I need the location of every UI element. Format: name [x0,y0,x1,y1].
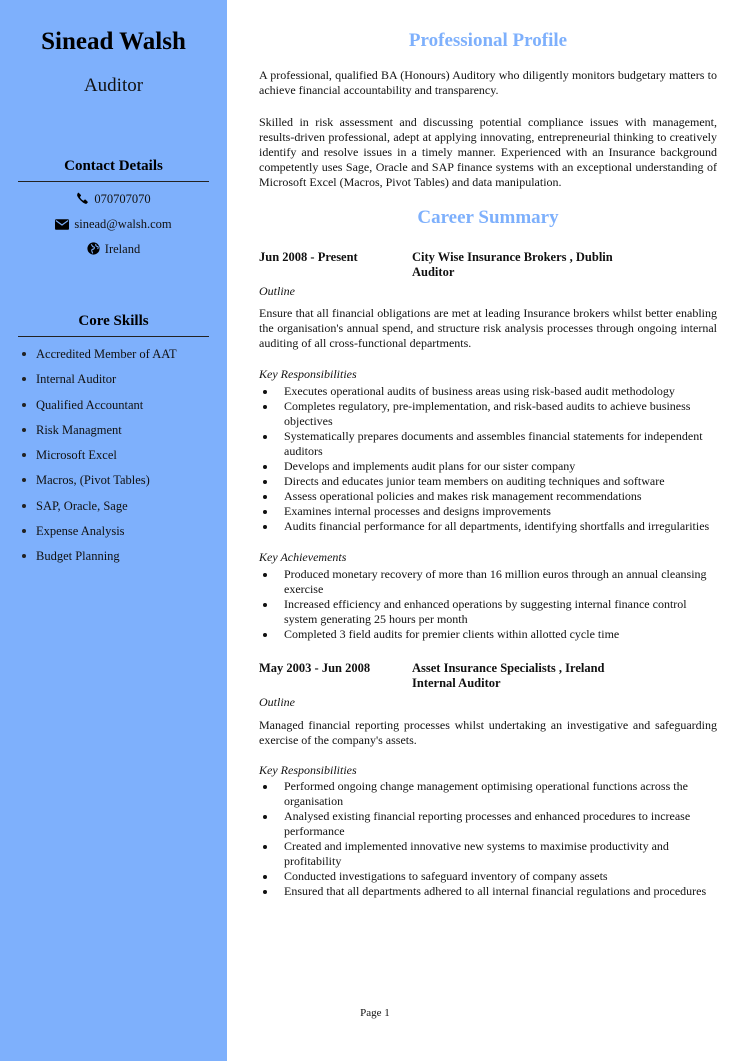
outline-label: Outline [259,284,295,298]
job-company [412,250,613,280]
list-item: Performed ongoing change management optimising operational functions across the organisation [259,779,717,809]
skills-heading: Core Skills [18,313,209,337]
job-position: Internal Auditor [412,676,501,690]
contact-heading: Contact Details [18,158,209,182]
skill-item: Expense Analysis [22,520,177,545]
company-name: City Wise Insurance Brokers , Dublin [412,250,613,264]
responsibilities-list [259,384,717,534]
list-item: Analysed existing financial reporting processes and enhanced procedures to increase performance [259,809,717,839]
responsibilities-label: Key Responsibilities [259,367,357,381]
list-item: Audits financial performance for all departments, identifying shortfalls and irregularities [259,519,717,534]
profile-paragraph: Skilled in risk assessment and discussing potential compliance issues with management, results-driven professional, adept at applying innovating, entrepreneurial thinking to creatively identify and resolve issues in a timely manner. Experienced with an Insurance background competently uses Sage, Oracle and SAP finance systems with an exceptional understanding of Microsoft Excel (Macros, Pivot Tables) and data manipulation. [259,115,717,189]
list-item: Ensured that all departments adhered to all internal financial regulations and procedures [259,884,717,899]
list-item: Executes operational audits of business areas using risk-based audit methodology [259,384,717,399]
page-number: Page 1 [360,1007,390,1019]
job-dates: May 2003 - Jun 2008 [259,661,371,675]
contact-phone [0,192,227,207]
sidebar [0,0,227,1061]
job-dates: Jun 2008 - Present [259,250,358,264]
achievements-list [259,567,717,642]
list-item: Assess operational policies and makes risk management recommendations [259,489,717,504]
job-company [412,661,605,691]
candidate-role: Auditor [83,75,144,96]
skill-item: Risk Managment [22,419,177,444]
job-position: Auditor [412,265,455,279]
phone-number: 070707070 [94,192,151,206]
location-text: Ireland [104,242,141,256]
skill-item: Budget Planning [22,545,177,570]
profile-paragraph: A professional, qualified BA (Honours) Auditory who diligently monitors budgetary matters to achieve financial accountability and transparency. [259,68,717,97]
achievements-label: Key Achievements [259,550,347,564]
list-item: Examines internal processes and designs improvements [259,504,717,519]
skills-list [22,343,177,571]
list-item: Completed 3 field audits for premier clients within allotted cycle time [259,627,717,642]
skill-item: Qualified Accountant [22,394,177,419]
envelope-icon [55,217,74,231]
list-item: Develops and implements audit plans for our sister company [259,459,717,474]
email-address[interactable]: sinead@walsh.com [74,217,172,231]
list-item: Directs and educates junior team members on auditing techniques and software [259,474,717,489]
list-item: Completes regulatory, pre-implementation, and risk-based audits to achieve business objectives [259,399,717,429]
profile-title: Professional Profile [408,30,568,51]
outline-label: Outline [259,695,295,709]
phone-icon [76,192,94,206]
career-title: Career Summary [417,207,559,228]
job-outline: Managed financial reporting processes whilst undertaking an investigative and safeguarding exercise of the company's assets. [259,718,717,747]
skill-item: Macros, (Pivot Tables) [22,469,177,494]
responsibilities-list [259,779,717,899]
company-name: Asset Insurance Specialists , Ireland [412,661,605,675]
contact-location [0,242,227,257]
job-outline: Ensure that all financial obligations are met at leading Insurance brokers whilst better enabling the organisation's annual spend, and structure risk analysis processes through ongoing internal auditing of all cross-functional departments. [259,306,717,350]
skill-item: Accredited Member of AAT [22,343,177,368]
list-item: Conducted investigations to safeguard inventory of company assets [259,869,717,884]
list-item: Created and implemented innovative new systems to maximise productivity and profitability [259,839,717,869]
skill-item: Internal Auditor [22,368,177,393]
skill-item: SAP, Oracle, Sage [22,495,177,520]
list-item: Increased efficiency and enhanced operations by suggesting internal finance control system generating 25 hours per month [259,597,717,627]
skill-item: Microsoft Excel [22,444,177,469]
responsibilities-label: Key Responsibilities [259,763,357,777]
candidate-name: Sinead Walsh [41,28,186,55]
globe-icon [87,242,105,256]
list-item: Systematically prepares documents and assembles financial statements for independent auditors [259,429,717,459]
contact-email [0,217,227,232]
list-item: Produced monetary recovery of more than 16 million euros through an annual cleansing exercise [259,567,717,597]
